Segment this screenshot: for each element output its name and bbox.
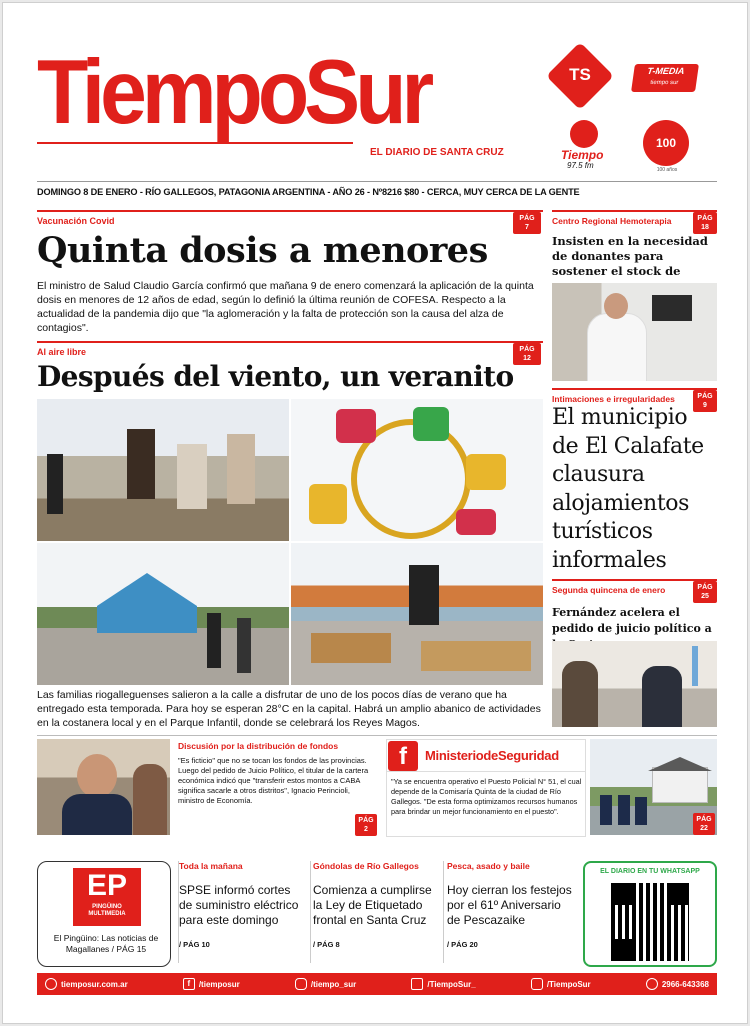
footer-whatsapp[interactable] <box>646 978 709 990</box>
brief-2-section: Góndolas de Río Gallegos <box>313 861 419 871</box>
footer-youtube[interactable] <box>531 978 591 990</box>
footer-bar <box>37 973 717 995</box>
footer-web[interactable] <box>45 978 128 990</box>
photo-ferris-wheel <box>291 399 543 541</box>
brief-1[interactable] <box>179 861 303 949</box>
footer-twitter[interactable] <box>411 978 475 990</box>
radio-logo-icon <box>570 120 598 148</box>
twitter-icon <box>411 978 423 990</box>
second-section: Al aire libre <box>37 347 87 357</box>
ep-logo-text: EP <box>86 869 128 902</box>
masthead-title-b: Sur <box>304 40 430 143</box>
brief-1-page: / PÁG 10 <box>179 940 210 949</box>
masthead-subtitle: EL DIARIO DE SANTA CRUZ <box>370 147 504 158</box>
second-page-badge: PÁG 12 <box>513 343 541 365</box>
facebook-icon: f <box>388 741 418 771</box>
brief-1-text: SPSE informó cortes de suministro eléctrico para este domingo <box>179 883 299 927</box>
newspaper-front-page <box>2 2 748 1024</box>
hundred-years-logo: 100 <box>643 120 689 166</box>
facebook-icon: f <box>183 978 195 990</box>
seguridad-body: "Ya se encuentra operativo el Puesto Policial N° 51, el cual depende de la Comisaría Quinta de la ciudad de Río Gallegos. "De esta forma optimizamos recursos humanos para brindar un mejor funcionamiento en el puesto". <box>391 777 582 816</box>
second-body: Las familias riogalleguenses salieron a la calle a disfrutar de uno de los pocos días de verano que ha entregado esta temporada. Para hoy se esperan 28°C en la capital. Habrá un amplio abanico de actividades en la costanera local y en el Parque Infantil, donde se celebrará los Reyes Magos. <box>37 689 541 729</box>
photo-carousel <box>37 543 289 685</box>
masthead-title <box>37 40 430 143</box>
globe-icon <box>45 978 57 990</box>
tmedia-logo-sub: tiempo sur <box>649 80 679 86</box>
footer-facebook[interactable] <box>183 978 240 990</box>
footer-web-text: tiemposur.com.ar <box>61 979 128 989</box>
fondos-page-badge: PÁG 2 <box>355 814 377 836</box>
tmedia-logo <box>631 64 699 92</box>
radio-logo-freq: 97.5 fm <box>567 161 594 170</box>
brief-2-text: Comienza a cumplirse la Ley de Etiquetado frontal en Santa Cruz <box>313 883 432 927</box>
side1-page-badge: PÁG 18 <box>693 212 717 234</box>
side1-section: Centro Regional Hemoterapia <box>552 216 672 226</box>
side2-headline: El municipio de El Calafate clausura alojamientos turísticos informales <box>552 405 704 573</box>
footer-instagram-text: /tiempo_sur <box>310 979 357 989</box>
ep-logo <box>73 868 141 926</box>
brief-3-text: Hoy cierran los festejos por el 61º Aniversario de Pescazaike <box>447 883 572 927</box>
side3-page-badge: PÁG 25 <box>693 581 717 603</box>
brief-3[interactable] <box>447 861 575 949</box>
ts-logo-text: TS <box>569 65 591 84</box>
photo-meeting <box>552 641 717 727</box>
masthead-title-a: Tiempo <box>37 40 305 143</box>
side3-headline: Fernández acelera el pedido de juicio político a <box>552 606 712 635</box>
fondos-body: "Es ficticio" que no se tocan los fondos de las provincias. Luego del pedido de Juicio Político, el titular de la cartera económica indicó que "transferir estos montos a CABA significa sacarle a otros distritos", Ignacio Perincioli, ministro de Economía. <box>178 756 369 805</box>
brief-2[interactable] <box>313 861 437 949</box>
photo-doctor <box>552 283 717 381</box>
main-body: El ministro de Salud Claudio García confirmó que mañana 9 de enero comenzará la aplicación de la quinta dosis en menores de 12 años de edad, según lo definió la última reunión de COFESA. Respecto a la actualidad de la pandemia dijo que "la aglomeración y la falta de protección son la causa del alza de contagios". <box>37 280 534 334</box>
footer-youtube-text: /TiempoSur <box>546 979 591 989</box>
brief-1-section: Toda la mañana <box>179 861 243 871</box>
dateline: DOMINGO 8 DE ENERO - RÍO GALLEGOS, PATAGONIA ARGENTINA - AÑO 26 - Nº8216 $80 - CERCA, MUY CERCA DE LA GENTE <box>37 187 580 197</box>
ep-text: El Pingüino: Las noticias de Magallanes / PÁG 15 <box>53 933 159 954</box>
second-headline: Después del viento, un veranito <box>37 360 514 393</box>
footer-instagram[interactable] <box>295 978 356 990</box>
tmedia-logo-text: T-MEDIA <box>646 66 686 76</box>
side1-headline: Insisten en la necesidad de donantes para sostener el stock de <box>552 234 708 278</box>
footer-twitter-text: /TiempoSur_ <box>427 979 476 989</box>
qr-code-icon <box>611 883 689 961</box>
brief-3-page: / PÁG 20 <box>447 940 478 949</box>
main-headline: Quinta dosis a menores <box>37 230 488 271</box>
brief-2-page: / PÁG 8 <box>313 940 340 949</box>
radio-logo-text: Tiempo <box>561 148 604 162</box>
whatsapp-label: EL DIARIO EN TU WHATSAPP <box>600 868 700 875</box>
photo-camels <box>37 399 289 541</box>
ep-logo-sub: PINGÜINO MULTIMEDIA <box>88 904 126 917</box>
side2-section: Intimaciones e irregularidades <box>552 394 675 404</box>
fondos-section: Discusión por la distribución de fondos <box>178 741 339 751</box>
hundred-years-label: 100 años <box>656 167 678 173</box>
footer-whatsapp-text: 2966-643368 <box>661 979 709 989</box>
side2-page-badge: PÁG 9 <box>693 390 717 412</box>
seguridad-title: MinisteriodeSeguridad <box>425 748 559 763</box>
photo-perincioli <box>37 739 170 835</box>
whatsapp-icon <box>646 978 658 990</box>
seguridad-page-badge: PÁG 22 <box>693 813 715 835</box>
youtube-icon <box>531 978 543 990</box>
brief-3-section: Pesca, asado y baile <box>447 861 530 871</box>
main-page-badge: PÁG 7 <box>513 212 541 234</box>
photo-skatepark <box>291 543 543 685</box>
instagram-icon <box>295 978 307 990</box>
main-section: Vacunación Covid <box>37 216 115 226</box>
side3-section: Segunda quincena de enero <box>552 585 666 595</box>
footer-facebook-text: /tiemposur <box>198 979 240 989</box>
